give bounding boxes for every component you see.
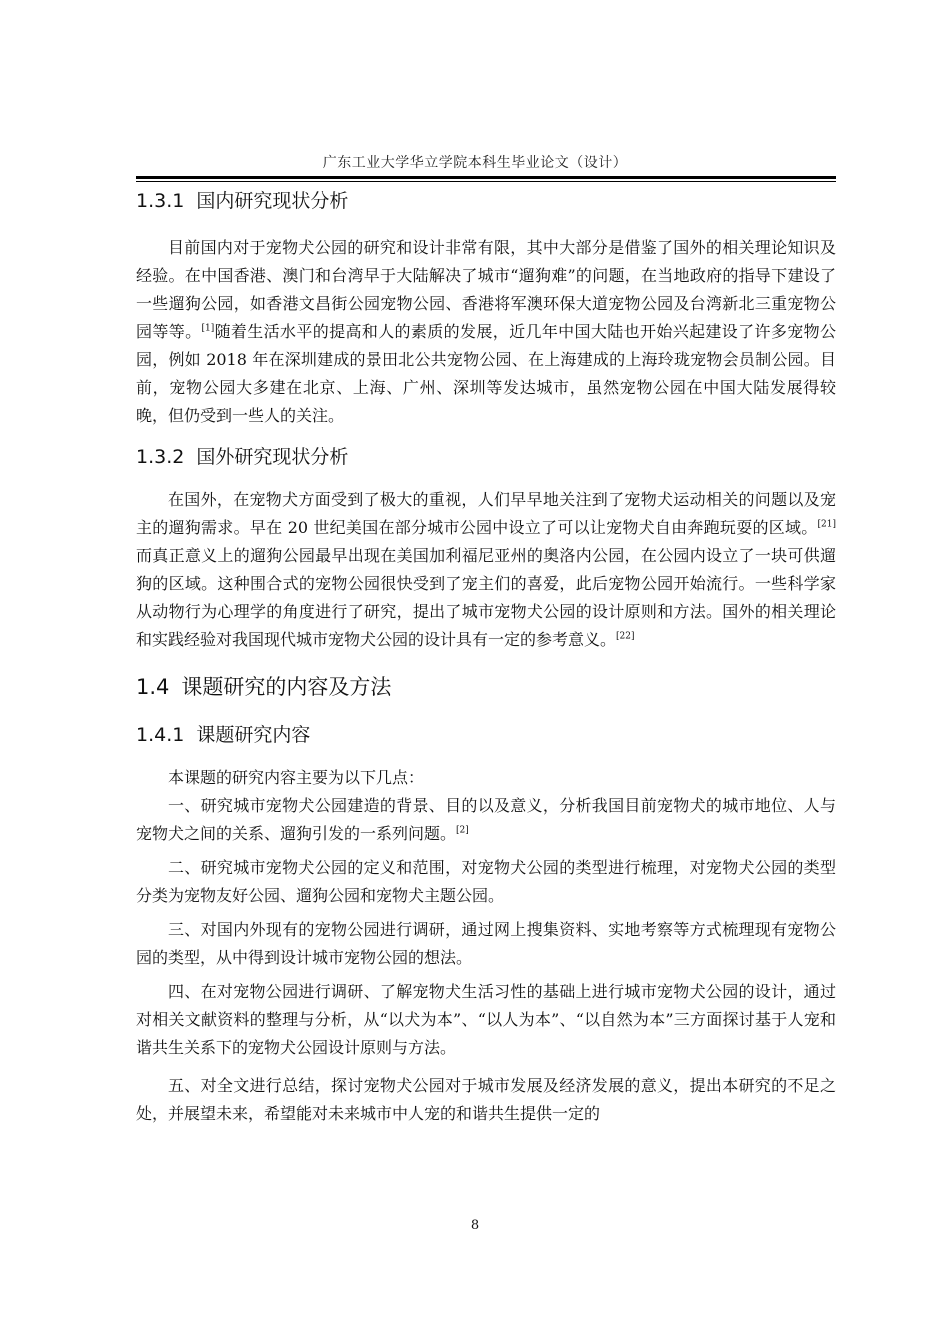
- section-number: 1.3.1: [136, 190, 185, 212]
- citation: [1]: [201, 323, 215, 334]
- list-item-5: 五、对全文进行总结，探讨宠物犬公园对于城市发展及经济发展的意义，提出本研究的不足之处，并展望未来，希望能对未来城市中人宠的和谐共生提供一定的: [136, 1076, 836, 1123]
- list-item-2: 二、研究城市宠物犬公园的定义和范围，对宠物犬公园的类型进行梳理，对宠物犬公园的类型分类为宠物友好公园、遛狗公园和宠物犬主题公园。: [136, 858, 836, 905]
- header-rule-thick: [136, 176, 836, 179]
- paragraph: [136, 486, 836, 654]
- section-number: 1.3.2: [136, 446, 185, 468]
- section-number: 1.4.1: [136, 724, 185, 746]
- page-number: 8: [470, 1218, 480, 1233]
- list-item-3: 三、对国内外现有的宠物公园进行调研，通过网上搜集资料、实地考察等方式梳理现有宠物公园的类型，从中得到设计城市宠物公园的想法。: [136, 920, 836, 967]
- section-title: 国外研究现状分析: [196, 446, 349, 468]
- paragraph-text: 随着生活水平的提高和人的素质的发展，近几年中国大陆也开始兴起建设了许多宠物公园，例如 2018 年在深圳建成的景田北公共宠物公园、在上海建成的上海玲珑宠物会员制公园。目前，宠物公园大多建在北京、上海、广州、深圳等发达城市，虽然宠物公园在中国大陆发展得较晚，但仍受到一些人的关注。: [136, 322, 836, 425]
- paragraph: [136, 234, 836, 430]
- paragraph-text: 而真正意义上的遛狗公园最早出现在美国加利福尼亚州的奥洛内公园，在公园内设立了一块可供遛狗的区域。这种围合式的宠物公园很快受到了宠主们的喜爱，此后宠物公园开始流行。一些科学家从动物行为心理学的角度进行了研究，提出了城市宠物犬公园的设计原则和方法。国外的相关理论和实践经验对我国现代城市宠物犬公园的设计具有一定的参考意义。: [136, 546, 836, 649]
- section-title: 课题研究内容: [196, 724, 311, 746]
- citation: [21]: [817, 519, 836, 530]
- list-item-1: [136, 792, 836, 848]
- paragraph-text: 在国外，在宠物犬方面受到了极大的重视，人们早早地关注到了宠物犬运动相关的问题以及宠主的遛狗需求。早在 20 世纪美国在部分城市公园中设立了可以让宠物犬自由奔跑玩耍的区域。: [136, 490, 836, 537]
- section-heading-1-3-2: [136, 442, 836, 472]
- section-heading-1-3-1: [136, 186, 836, 216]
- section-number: 1.4: [136, 675, 170, 699]
- page-content: [136, 184, 836, 1128]
- list-item-text: 一、研究城市宠物犬公园建造的背景、目的以及意义，分析我国目前宠物犬的城市地位、人与宠物犬之间的关系、遛狗引发的一系列问题。: [136, 796, 836, 843]
- running-header: 广东工业大学华立学院本科生毕业论文（设计）: [322, 155, 628, 171]
- paragraph-intro: 本课题的研究内容主要为以下几点：: [168, 768, 425, 787]
- header-rule-thin: [136, 181, 836, 182]
- section-title: 课题研究的内容及方法: [181, 675, 392, 699]
- paragraph-text: 目前国内对于宠物犬公园的研究和设计非常有限，其中大部分是借鉴了国外的相关理论知识及经验。在中国香港、澳门和台湾早于大陆解决了城市“遛狗难”的问题，在当地政府的指导下建设了一些遛狗公园，如香港文昌街公园宠物公园、香港将军澳环保大道宠物公园及台湾新北三重宠物公园等等。: [136, 238, 836, 341]
- citation: [2]: [456, 825, 469, 836]
- section-heading-1-4: [136, 670, 836, 704]
- section-title: 国内研究现状分析: [196, 190, 349, 212]
- section-heading-1-4-1: [136, 720, 836, 750]
- citation: [22]: [616, 631, 635, 642]
- list-item-4: 四、在对宠物公园进行调研、了解宠物犬生活习性的基础上进行城市宠物犬公园的设计，通过对相关文献资料的整理与分析，从“以犬为本”、“以人为本”、“以自然为本”三方面探讨基于人宠和谐共生关系下的宠物犬公园设计原则与方法。: [136, 982, 836, 1057]
